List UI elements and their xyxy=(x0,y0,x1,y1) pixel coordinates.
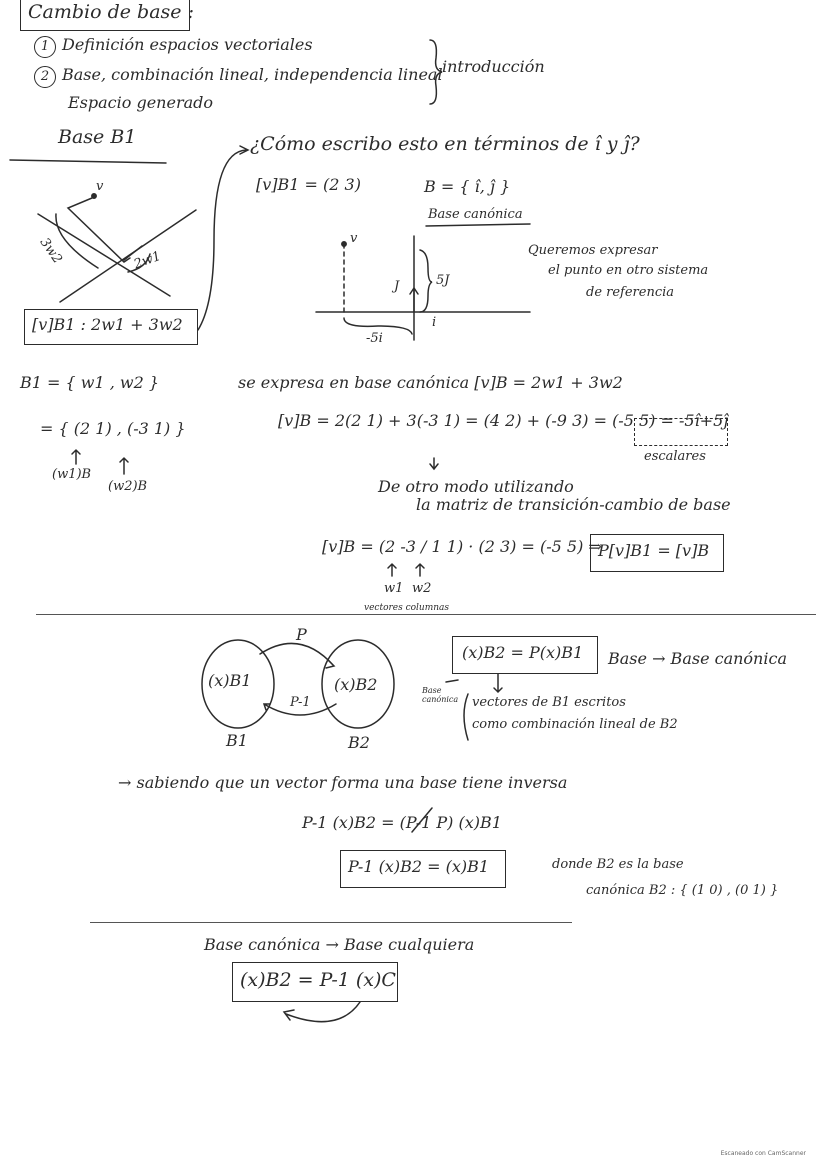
diagram-p-top: P xyxy=(296,625,307,644)
connector-curve xyxy=(198,150,246,330)
vectors-b1-note-1: vectores de B1 escritos xyxy=(472,695,626,710)
base-heading-underline xyxy=(10,160,166,163)
diagram-pinv-arrow xyxy=(264,704,336,715)
graph-v-label: v xyxy=(96,179,104,194)
canon-j-arrow xyxy=(410,288,418,312)
b1-arrow-1 xyxy=(72,450,80,464)
topics-brace xyxy=(430,40,442,104)
other-way-line-1: De otro modo utilizando xyxy=(378,477,574,496)
other-way-line-2: la matriz de transición-cambio de base xyxy=(416,495,731,514)
canonical-underline xyxy=(426,224,530,226)
canon-i-brace xyxy=(344,318,412,334)
topic-2-text: Base, combinación lineal, independencia lineal xyxy=(62,65,443,84)
vectors-b1-note-2: como combinación lineal de B2 xyxy=(472,717,678,732)
canon-bj-brace xyxy=(420,250,432,312)
last-label: Base canónica → Base cualquiera xyxy=(204,935,475,954)
matrix-arrow-1 xyxy=(388,564,396,576)
b1-vector-label-2: (w2)B xyxy=(108,479,148,494)
matrix-col-label-1: w1 xyxy=(384,581,404,596)
vectores-columnas: vectores columnas xyxy=(364,603,450,613)
canon-v-dot xyxy=(342,242,346,246)
inverse-strike xyxy=(412,808,432,832)
graph-w2-label: 3w2 xyxy=(36,235,65,267)
v-dot xyxy=(92,194,96,198)
matrix-line: [v]B = (2 -3 / 1 1) · (2 3) = (-5 5) ⇒ xyxy=(322,537,602,556)
topic-2-number: 2 xyxy=(34,66,56,88)
queremos-line-1: Queremos expresar xyxy=(528,243,658,258)
sabiendo-line: → sabiendo que un vector forma una base tiene inversa xyxy=(118,773,568,792)
base-canonica-small: Base canónica xyxy=(422,686,459,705)
queremos-line-3: de referencia xyxy=(586,285,675,300)
down-arrow xyxy=(430,458,438,469)
v-b1-boxed-text: [v]B1 : 2w1 + 3w2 xyxy=(32,315,183,334)
donde-line-1: donde B2 es la base xyxy=(552,857,684,872)
diagram-left-circle xyxy=(202,640,274,728)
calc-line: [v]B = 2(2 1) + 3(-3 1) = (4 2) + (-9 3) = (-5 5) = -5î+5ĵ xyxy=(278,411,729,430)
page-title: Cambio de base : xyxy=(28,1,194,23)
topic-1-number: 1 xyxy=(34,36,56,58)
b-canonical-label: Base canónica xyxy=(428,207,523,222)
diagram-p-inv: P-1 xyxy=(290,695,311,710)
graph-v2-label: v xyxy=(350,231,358,246)
donde-line-2: canónica B2 : { (1 0) , (0 1) } xyxy=(586,883,779,898)
last-boxed-text: (x)B2 = P-1 (x)C xyxy=(240,969,396,991)
inverse-boxed-text: P-1 (x)B2 = (x)B1 xyxy=(348,857,490,876)
topics-brace-label: introducción xyxy=(442,57,545,76)
formula-boxed-text: (x)B2 = P(x)B1 xyxy=(462,643,584,662)
b1-vector-label-1: (w1)B xyxy=(52,467,92,482)
diagram-right-base: B2 xyxy=(348,733,370,752)
diagram-right-set: (x)B2 xyxy=(334,675,378,694)
graph-bj-label: 5J xyxy=(436,273,450,288)
w2-brace xyxy=(56,214,98,268)
note-brace xyxy=(464,694,468,740)
expressed-line: se expresa en base canónica [v]B = 2w1 + 3w2 xyxy=(238,373,623,392)
formula-down-arrow xyxy=(494,674,502,692)
b1-arrow-2 xyxy=(120,458,128,474)
topic-extra: Espacio generado xyxy=(68,93,214,112)
last-curve xyxy=(284,1002,360,1022)
matrix-col-label-2: w2 xyxy=(412,581,432,596)
b1-vectors: = { (2 1) , (-3 1) } xyxy=(40,419,186,438)
graph-j-label: J xyxy=(394,279,400,294)
base-heading: Base B1 xyxy=(58,126,137,148)
matrix-boxed-text: P[v]B1 = [v]B xyxy=(598,541,710,560)
graph-ai-label: -5i xyxy=(366,331,383,346)
graph-i-label: i xyxy=(432,315,437,330)
graph-w1-label: 2w1 xyxy=(131,248,164,273)
b-canonical: B = { î, ĵ } xyxy=(424,177,511,196)
base-canonica-arrow xyxy=(446,680,458,682)
escalares-label: escalares xyxy=(644,449,706,464)
b1-set: B1 = { w1 , w2 } xyxy=(20,373,160,392)
formula-note: Base → Base canónica xyxy=(608,649,787,668)
question-text: ¿Cómo escribo esto en términos de î y ĵ? xyxy=(250,133,640,155)
v-in-b1: [v]B1 = (2 3) xyxy=(256,175,361,194)
w1-brace xyxy=(128,254,150,272)
topic-1-text: Definición espacios vectoriales xyxy=(62,35,313,54)
diagram-left-set: (x)B1 xyxy=(208,671,252,690)
inverse-line: P-1 (x)B2 = (P-1 P) (x)B1 xyxy=(302,813,502,832)
diagram-left-base: B1 xyxy=(226,731,248,750)
diagram-right-circle xyxy=(322,640,394,728)
w1-vector xyxy=(124,246,142,260)
matrix-arrow-2 xyxy=(416,564,424,576)
queremos-line-2: el punto en otro sistema xyxy=(548,263,709,278)
footer-watermark: Escaneado con CamScanner xyxy=(720,1150,806,1157)
